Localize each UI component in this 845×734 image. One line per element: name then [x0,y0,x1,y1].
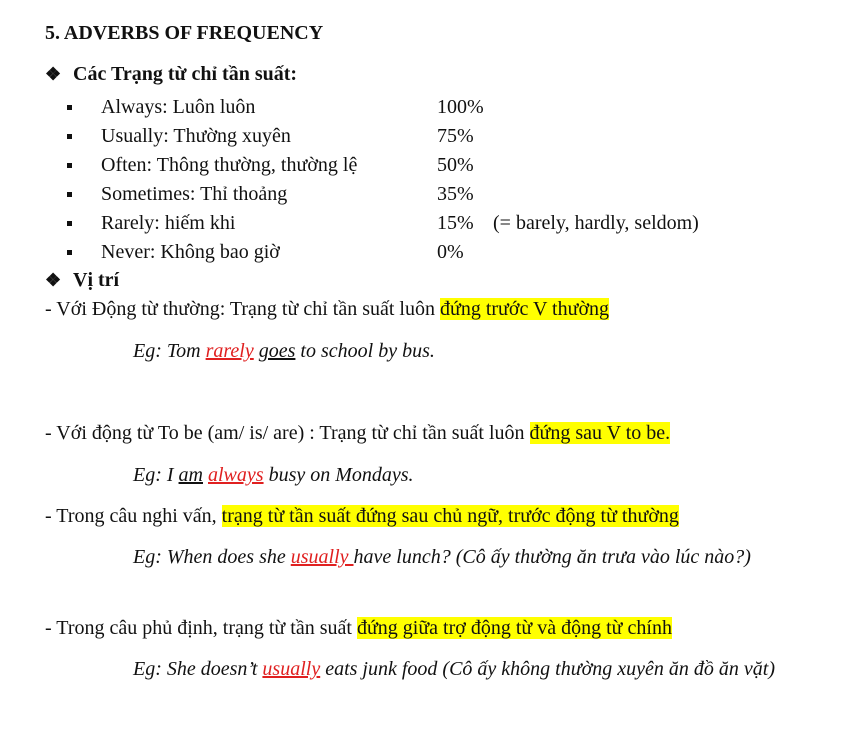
example-suffix: eats junk food (Cô ấy không thường xuyên ăn đồ ăn vặt) [320,658,776,680]
square-bullet-icon [67,250,72,255]
example-adverb: usually [290,546,354,568]
rule-highlight: đứng sau V to be. [529,422,671,444]
rule-highlight: trạng từ tần suất đứng sau chủ ngữ, trước động từ thường [221,505,679,527]
adverb-term: Often: Thông thường, thường lệ [101,154,358,176]
adverb-percent: 0% [437,241,464,263]
adverb-percent: 50% [437,154,474,176]
adverb-term: Sometimes: Thỉ thoảng [101,183,288,205]
example-verb: am [178,464,203,486]
example-prefix: Eg: I [133,464,179,486]
rule-ordinary-verb [45,296,609,322]
adverb-percent: 15% [437,212,474,234]
page-title: 5. ADVERBS OF FREQUENCY [45,22,324,44]
rule-text: - Trong câu phủ định, trạng từ tần suất [45,617,357,639]
square-bullet-icon [67,105,72,110]
example-adverb: always [208,464,264,486]
example-negative [45,655,785,683]
rule-negative [45,615,672,641]
example-verb: goes [258,340,296,362]
example-to-be [133,461,414,489]
example-suffix: have lunch? (Cô ấy thường ăn trưa vào lúc nào?) [353,546,751,568]
square-bullet-icon [67,192,72,197]
list-item [0,210,845,239]
rule-question [45,503,679,529]
example-adverb: rarely [205,340,254,362]
example-ordinary-verb [133,337,435,365]
rule-highlight: đứng trước V thường [439,298,610,320]
square-bullet-icon [67,163,72,168]
rule-text: - Trong câu nghi vấn, [45,505,222,527]
example-suffix: to school by bus. [295,340,435,362]
diamond-bullet-icon: ❖ [45,270,62,290]
rule-to-be [45,420,670,446]
example-question [45,543,785,571]
list-item [0,181,845,210]
diamond-bullet-icon: ❖ [45,64,62,84]
example-adverb: usually [262,658,321,680]
adverb-term: Never: Không bao giờ [101,241,280,263]
example-suffix: busy on Mondays. [263,464,414,486]
list-item [0,152,845,181]
adverb-note: (= barely, hardly, seldom) [493,212,699,234]
list-item [0,239,845,268]
adverb-percent: 35% [437,183,474,205]
square-bullet-icon [67,134,72,139]
example-prefix: Eg: Tom [133,340,206,362]
rule-text: - Với động từ To be (am/ is/ are) : Trạng từ chỉ tần suất luôn [45,422,530,444]
adverb-percent: 100% [437,96,484,118]
section-title: Các Trạng từ chỉ tần suất: [73,63,298,85]
adverb-term: Rarely: hiếm khi [101,212,236,234]
example-prefix: Eg: When does she [133,546,291,568]
list-item [0,123,845,152]
rule-highlight: đứng giữa trợ động từ và động từ chính [356,617,672,639]
adverb-term: Usually: Thường xuyên [101,125,291,147]
example-prefix: Eg: She doesn’t [133,658,263,680]
adverb-term: Always: Luôn luôn [101,96,256,118]
rule-text: - Với Động từ thường: Trạng từ chỉ tần suất luôn [45,298,440,320]
section-heading-position [45,267,119,293]
list-item [0,94,845,123]
frequency-list [0,94,845,268]
section-heading-adverb-list [45,61,297,87]
adverb-percent: 75% [437,125,474,147]
square-bullet-icon [67,221,72,226]
section-title: Vị trí [73,269,120,291]
